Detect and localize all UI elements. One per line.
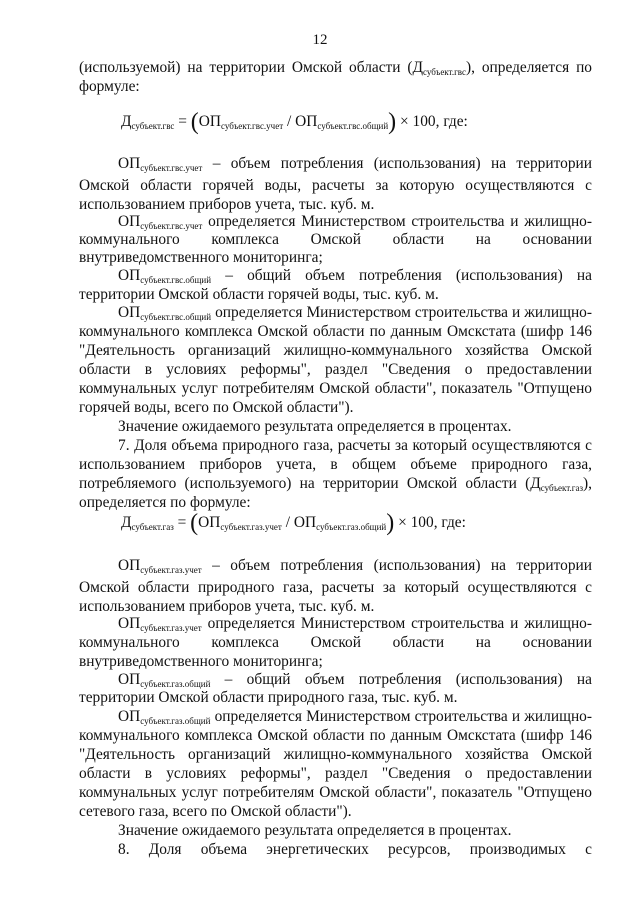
formula-symbol: ОП [295, 113, 318, 130]
subscript: субъект.гвс [423, 67, 466, 77]
subscript: субъект.гвс.общий [140, 275, 212, 285]
text-line: Омской области горячей воды, расчеты за которую осуществляются с [79, 177, 592, 194]
subscript: субъект.газ.учет [140, 623, 202, 633]
text-line [118, 556, 592, 575]
text-line: 7. Доля объема природного газа, расчеты за который осуществляются с [118, 437, 592, 454]
text-segment: ), определяется по [465, 59, 592, 76]
text-segment: – объем потребления (использования) на территории [202, 155, 592, 172]
formula-symbol: ОП [198, 514, 221, 531]
text-line: коммунального комплекса Омской области на основании [79, 634, 592, 651]
text-line [118, 670, 592, 689]
text-line [118, 266, 592, 285]
formula-operator: = [173, 514, 191, 531]
subscript: субъект.газ.общий [316, 522, 387, 532]
symbol: ОП [118, 304, 141, 321]
text-line: Омской области природного газа, расчеты за который осуществляются с [79, 579, 592, 596]
text-segment: потребляемого (используемого) на территории Омской области (Д [79, 475, 541, 492]
text-line: коммунального комплекса Омской области по данным Омскстата (шифр 146 [79, 727, 592, 744]
text-line: коммунальных услуг потребителям Омской области", показатель "Отпущено [79, 380, 592, 397]
symbol: ОП [118, 557, 141, 574]
text-line: коммунальных услуг потребителям Омской области", показатель "Отпущено [79, 784, 592, 801]
subscript: субъект.гвс.учет [140, 163, 203, 173]
symbol: ОП [118, 213, 141, 230]
symbol: ОП [118, 267, 141, 284]
text-segment: – общий объем потребления (использования) на [211, 267, 592, 284]
formula-tail: , где: [433, 514, 466, 531]
subscript: субъект.гвс.учет [221, 121, 284, 131]
text-line: 8. Доля объема энергетических ресурсов, производимых с [118, 841, 592, 858]
text-line: сетевого газа, всего по Омской области"). [79, 803, 352, 820]
text-segment: ), [583, 475, 592, 492]
formula-hot-water [121, 109, 468, 135]
subscript: субъект.газ.учет [220, 522, 282, 532]
left-paren: ( [190, 510, 199, 536]
text-line: использованием приборов учета, тыс. куб. м. [79, 598, 375, 615]
text-line: коммунального комплекса Омской области по данным Омскстата (шифр 146 [79, 323, 592, 340]
text-segment: – общий объем потребления (использования) на [210, 671, 592, 688]
text-line [118, 212, 592, 231]
text-line: использованием приборов учета, в общем объеме природного газа, [79, 456, 592, 473]
text-line [118, 154, 592, 173]
text-line [118, 707, 592, 726]
text-line: области в условиях реформы", раздел "Сведения о предоставлении [79, 765, 592, 782]
text-line: территории Омской области природного газа, тыс. куб. м. [79, 689, 458, 706]
symbol: ОП [118, 671, 141, 688]
text-line: области в условиях реформы", раздел "Сведения о предоставлении [79, 361, 592, 378]
text-line: "Деятельность организаций жилищно-коммунального хозяйства Омской [79, 746, 592, 763]
subscript: субъект.гвс.общий [317, 121, 389, 131]
text-segment: (используемой) на территории Омской области (Д [79, 59, 424, 76]
subscript: субъект.газ.учет [140, 565, 202, 575]
text-segment: определяется Министерством строительства и жилищно- [210, 708, 592, 725]
subscript: субъект.газ [131, 522, 174, 532]
formula-symbol: Д [121, 514, 132, 531]
right-paren: ) [388, 109, 397, 135]
right-paren: ) [386, 510, 395, 536]
formula-symbol: ОП [293, 514, 317, 531]
formula-operator: / [281, 514, 294, 531]
symbol: ОП [118, 615, 141, 632]
text-line: использованием приборов учета, тыс. куб. м. [79, 196, 375, 213]
formula-symbol: Д [121, 113, 132, 130]
subscript: субъект.газ.общий [140, 716, 211, 726]
subscript: субъект.гвс.учет [140, 221, 203, 231]
text-line: определяется по формуле: [79, 494, 251, 511]
text-line: внутриведомственного мониторинга; [79, 653, 323, 670]
symbol: ОП [118, 708, 141, 725]
symbol: ОП [118, 155, 141, 172]
page-number: 12 [312, 32, 328, 48]
text-line: коммунального комплекса Омской области на основании [79, 231, 592, 248]
formula-operator: × 100 [394, 514, 434, 531]
subscript: субъект.гвс.общий [140, 312, 212, 322]
subscript: субъект.гвс [131, 121, 175, 131]
text-segment: определяется Министерством строительства и жилищно- [202, 213, 592, 230]
text-segment: определяется Министерством строительства и жилищно- [201, 615, 592, 632]
text-line: Значение ожидаемого результата определяется в процентах. [118, 822, 512, 839]
text-line: "Деятельность организаций жилищно-коммунального хозяйства Омской [79, 342, 592, 359]
text-line [118, 303, 592, 322]
formula-operator: × 100 [396, 113, 436, 130]
text-line [118, 614, 592, 633]
left-paren: ( [190, 109, 199, 135]
subscript: субъект.газ [540, 483, 584, 493]
text-line [79, 474, 592, 493]
text-line: Значение ожидаемого результата определяется в процентах. [118, 418, 512, 435]
formula-symbol: ОП [198, 113, 222, 130]
text-line: горячей воды, всего по Омской области"). [79, 399, 354, 416]
formula-tail: , где: [435, 113, 468, 130]
formula-gas [121, 510, 466, 536]
formula-operator: = [174, 113, 191, 130]
text-segment: – объем потребления (использования) на территории [201, 557, 592, 574]
text-line [79, 58, 592, 77]
formula-operator: / [283, 113, 296, 130]
text-segment: определяется Министерством строительства и жилищно- [211, 304, 592, 321]
text-line: формуле: [79, 78, 140, 95]
text-line: территории Омской области горячей воды, тыс. куб. м. [79, 286, 439, 303]
subscript: субъект.газ.общий [140, 679, 211, 689]
text-line: внутриведомственного мониторинга; [79, 249, 323, 266]
